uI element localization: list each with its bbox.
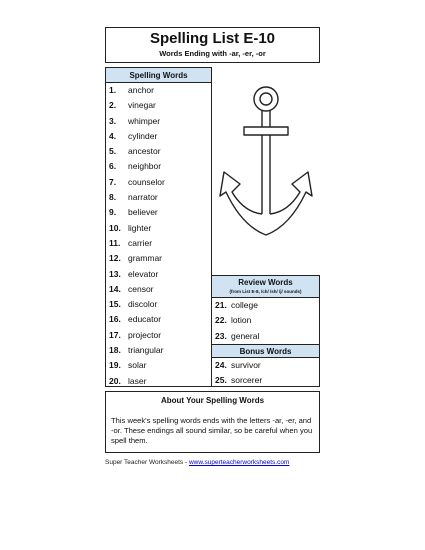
spelling-words-rows [106,83,211,389]
item-word: carrier [128,237,153,248]
list-item [212,313,319,328]
item-word: whimper [128,115,161,126]
list-item [212,298,319,313]
list-item [106,159,211,174]
spelling-words-heading: Spelling Words [106,68,211,83]
item-number: 18. [109,345,121,356]
item-number: 17. [109,329,121,340]
item-number: 4. [109,130,117,141]
item-word: lotion [231,315,252,326]
item-word: elevator [128,268,159,279]
page-title: Spelling List E-10 [149,30,276,47]
item-word: lighter [128,222,152,233]
item-number: 8. [109,192,117,203]
item-number: 16. [109,314,121,325]
about-text: This week's spelling words ends with the letters -ar, -er, and -or. These endings all sound similar, so be careful when you spell them. [111,416,313,445]
list-item [106,98,211,113]
bonus-words-rows [212,358,319,389]
item-word: believer [128,207,158,218]
review-words-rows [212,298,319,344]
item-word: ancestor [128,146,161,157]
item-number: 6. [109,161,117,172]
footer [105,459,289,466]
item-word: college [231,300,258,310]
item-number: 9. [109,207,117,218]
item-word: sorcerer [231,375,263,386]
list-item [212,329,319,344]
item-number: 12. [109,253,121,264]
list-item [106,114,211,129]
review-words-heading: Review Words [238,278,293,287]
list-item [106,205,211,220]
item-number: 11. [109,237,121,248]
footer-prefix: Super Teacher Worksheets - [105,459,189,466]
item-word: neighbor [128,161,162,172]
item-number: 21. [215,300,227,310]
title-box [105,27,320,63]
list-item [106,358,211,373]
item-number: 20. [109,375,121,386]
item-number: 3. [109,115,117,126]
list-item [106,190,211,205]
item-word: triangular [128,345,164,356]
list-item [106,221,211,236]
item-number: 23. [215,330,227,341]
item-number: 22. [215,315,227,326]
item-word: discolor [128,299,158,310]
item-word: grammar [128,253,163,264]
list-item [106,175,211,190]
spelling-words-list [105,67,212,387]
list-item [212,358,319,373]
item-word: solar [128,360,147,371]
anchor-icon [214,80,318,240]
list-item [106,83,211,98]
item-number: 24. [215,359,227,370]
item-word: educator [128,314,162,325]
bonus-words-heading: Bonus Words [212,344,319,358]
list-item [106,312,211,327]
item-word: counselor [128,176,165,187]
item-word: vinegar [128,100,156,111]
list-item [106,297,211,312]
item-number: 15. [109,299,121,310]
item-number: 5. [109,146,117,157]
item-word: projector [128,329,162,340]
item-number: 10. [109,222,121,233]
about-heading: About Your Spelling Words [160,396,265,405]
review-bonus-box [211,275,320,387]
item-number: 25. [215,375,227,386]
item-word: cylinder [128,130,158,141]
page-subtitle: Words Ending with -ar, -er, -or [159,49,266,58]
item-word: censor [128,283,154,294]
item-word: survivor [231,359,261,370]
item-word: general [231,330,260,341]
item-number: 19. [109,360,121,371]
item-number: 2. [109,100,117,111]
item-word: laser [128,375,147,386]
item-number: 1. [109,85,117,95]
item-number: 7. [109,176,117,187]
list-item [106,267,211,282]
list-item [106,129,211,144]
item-word: narrator [128,192,158,203]
list-item [106,343,211,358]
list-item [106,282,211,297]
list-item [106,251,211,266]
list-item [106,328,211,343]
list-item [106,144,211,159]
footer-link[interactable]: www.superteacherworksheets.com [188,459,290,466]
review-words-header [212,276,319,298]
list-item [106,236,211,251]
review-words-subheading: (from List E-8, /ch/ /sh/ /j/ sounds) [229,289,302,294]
list-item [106,374,211,389]
item-word: anchor [128,85,154,95]
item-number: 13. [109,268,121,279]
list-item [212,373,319,388]
about-box [105,391,320,453]
item-number: 14. [109,283,121,294]
